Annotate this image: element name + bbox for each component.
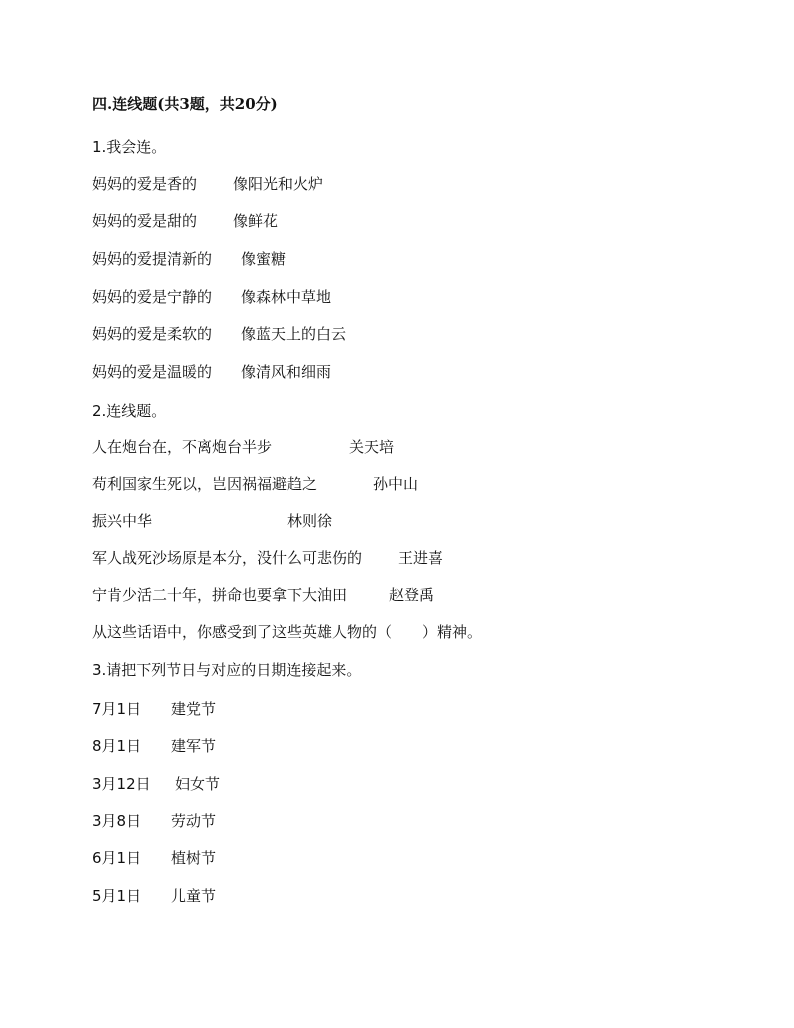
q3-left-item: 5月1日 [92,887,142,905]
q1-right-item: 像阳光和火炉 [233,175,324,193]
q2-right-item: 孙中山 [373,475,419,493]
q1-left-item: 妈妈的爱提清新的 [92,250,213,268]
q3-left-item: 6月1日 [92,849,142,867]
q2-title: 2.连线题。 [92,402,167,420]
q1-left-item: 妈妈的爱是甜的 [92,212,198,230]
q3-right-item: 建军节 [171,737,217,755]
q3-right-item: 劳动节 [171,812,217,830]
q2-prompt: 从这些话语中，你感受到了这些英雄人物的（ ）精神。 [92,623,483,641]
q2-left-item: 人在炮台在，不离炮台半步 [92,438,273,456]
q3-left-item: 8月1日 [92,737,142,755]
q1-right-item: 像蓝天上的白云 [241,325,347,343]
q3-title: 3.请把下列节日与对应的日期连接起来。 [92,661,362,679]
q1-left-item: 妈妈的爱是香的 [92,175,198,193]
q2-right-item: 王进喜 [398,549,444,567]
q3-right-item: 妇女节 [175,775,221,793]
q2-left-item: 苟利国家生死以，岂因祸福避趋之 [92,475,318,493]
q2-left-item: 宁肯少活二十年，拼命也要拿下大油田 [92,586,348,604]
q2-left-item: 振兴中华 [92,512,153,530]
q1-left-item: 妈妈的爱是宁静的 [92,288,213,306]
q1-left-item: 妈妈的爱是柔软的 [92,325,213,343]
q3-left-item: 7月1日 [92,700,142,718]
q3-right-item: 建党节 [171,700,217,718]
q2-right-item: 赵登禹 [389,586,435,604]
q1-left-item: 妈妈的爱是温暖的 [92,363,213,381]
q2-right-item: 关天培 [349,438,395,456]
q1-right-item: 像蜜糖 [241,250,287,268]
q3-right-item: 儿童节 [171,887,217,905]
q1-title: 1.我会连。 [92,138,167,156]
section-heading: 四.连线题(共3题，共20分) [92,95,278,113]
q1-right-item: 像森林中草地 [241,288,332,306]
q3-left-item: 3月12日 [92,775,151,793]
q2-left-item: 军人战死沙场原是本分，没什么可悲伤的 [92,549,363,567]
q1-right-item: 像鲜花 [233,212,279,230]
q3-right-item: 植树节 [171,849,217,867]
q3-left-item: 3月8日 [92,812,142,830]
q2-right-item: 林则徐 [287,512,333,530]
q1-right-item: 像清风和细雨 [241,363,332,381]
